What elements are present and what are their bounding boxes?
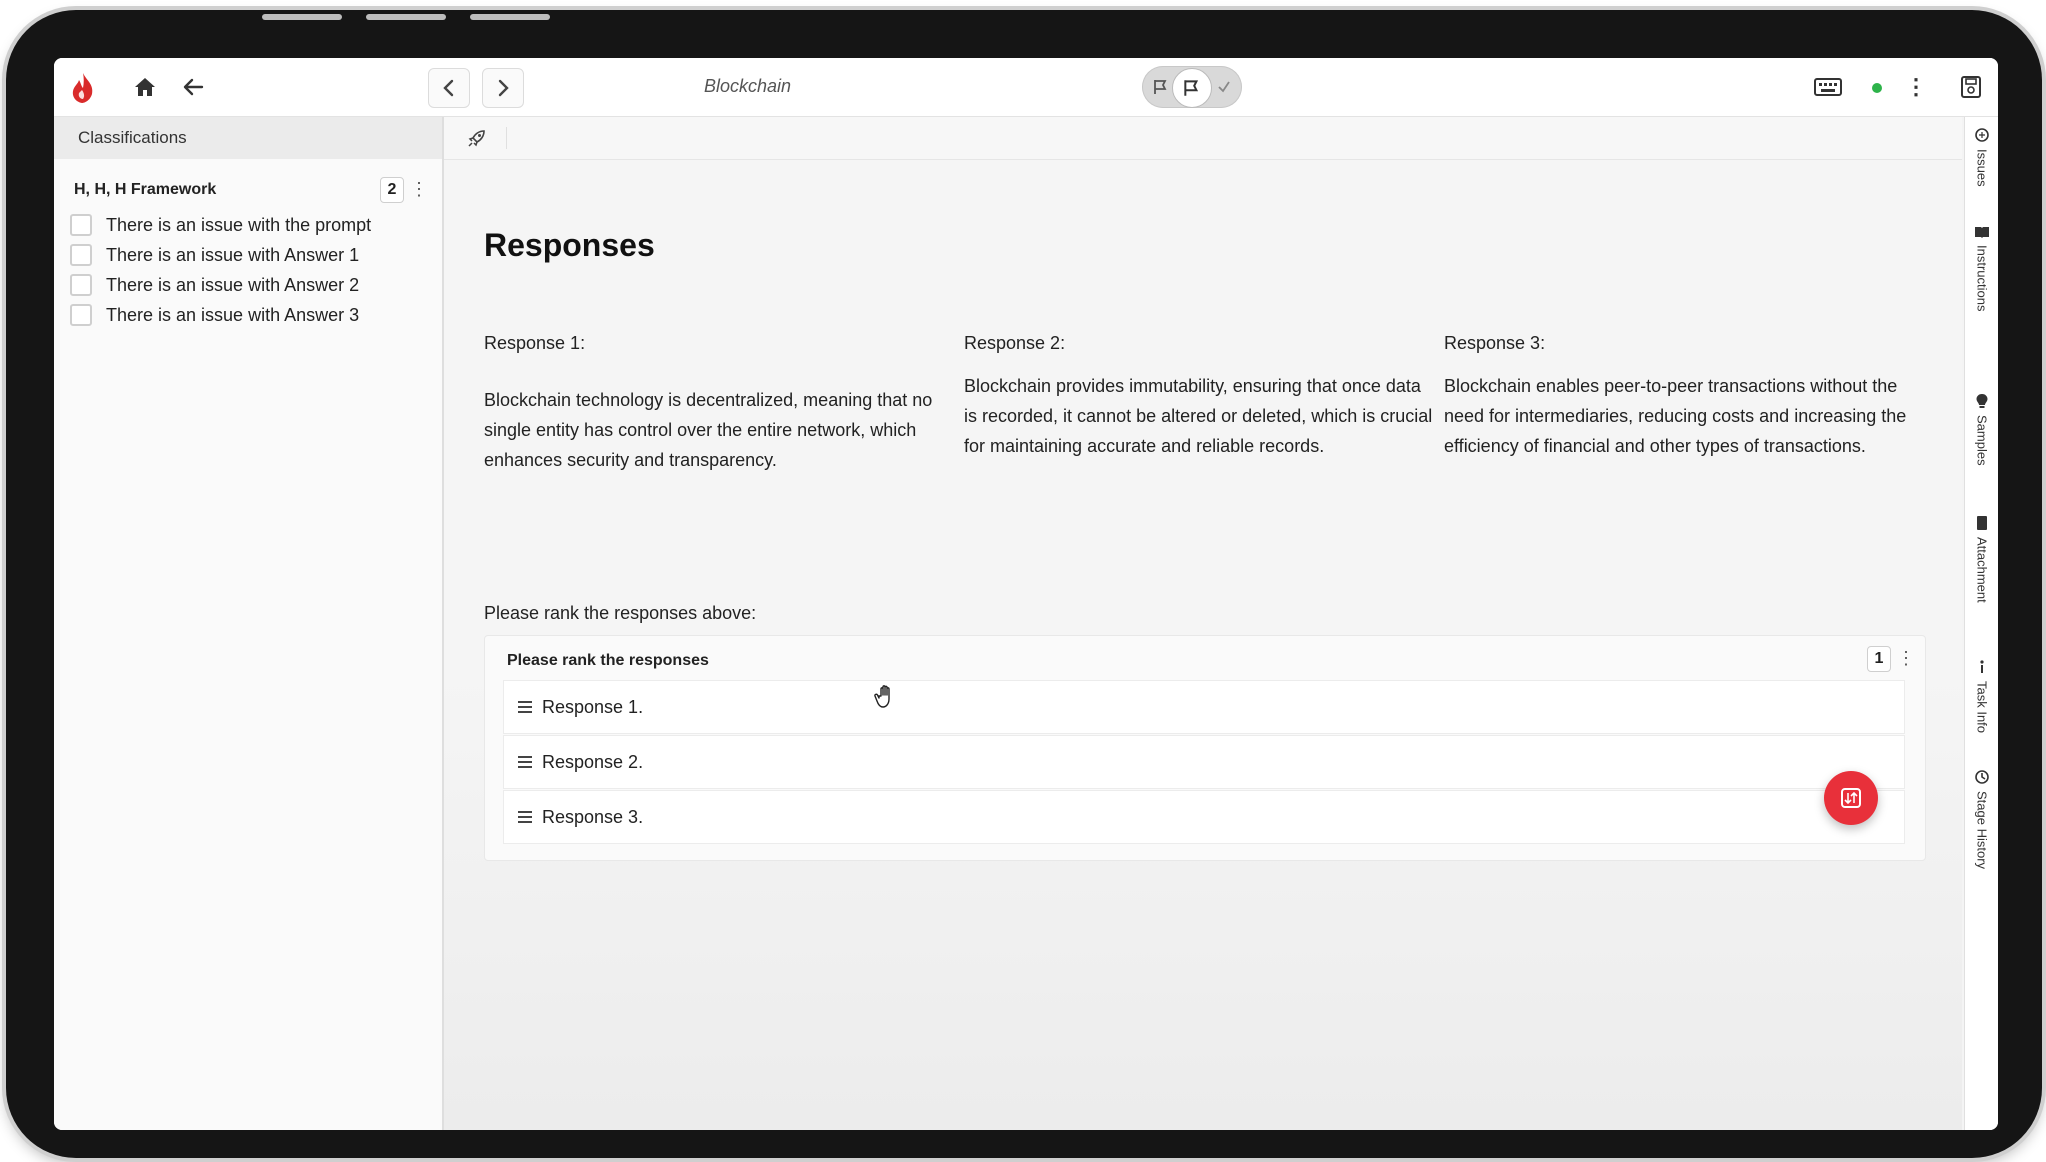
device-button (470, 14, 550, 20)
keyboard-icon[interactable] (1812, 72, 1844, 102)
compare-icon (1840, 787, 1862, 809)
book-icon (1974, 225, 1990, 239)
grab-cursor-icon (874, 683, 900, 711)
drag-handle-icon[interactable] (518, 698, 532, 716)
tab-task-info[interactable] (1965, 659, 1998, 733)
drag-handle-icon[interactable] (518, 808, 532, 826)
main-toolbar (444, 117, 1962, 160)
back-arrow-icon[interactable] (178, 72, 208, 102)
tab-label: Issues (1974, 149, 1990, 187)
attachment-icon (1976, 515, 1988, 531)
rocket-icon[interactable] (464, 125, 490, 151)
ranking-count-badge: 1 (1867, 646, 1891, 672)
ranking-card (484, 635, 1926, 861)
rank-prompt: Please rank the responses above: (484, 603, 757, 623)
classification-checkbox-answer-3[interactable] (70, 301, 359, 329)
tab-instructions[interactable] (1965, 225, 1998, 311)
previous-button[interactable] (428, 68, 470, 108)
top-bar (54, 58, 1998, 117)
document-title: Blockchain (704, 76, 792, 96)
classification-checkbox-answer-1[interactable] (70, 241, 359, 269)
rank-item-label: Response 2. (542, 751, 644, 772)
flag-icon (1182, 78, 1202, 98)
chevron-left-icon (442, 79, 456, 97)
rank-item-response-2[interactable] (503, 735, 1905, 789)
status-indicator (1872, 83, 1882, 93)
checkbox[interactable] (70, 304, 92, 326)
checkbox[interactable] (70, 214, 92, 236)
device-button (262, 14, 342, 20)
toolbar-divider (506, 127, 507, 149)
rank-item-response-1[interactable] (503, 680, 1905, 734)
ranking-card-title: Please rank the responses (507, 652, 709, 669)
bulb-icon (1975, 393, 1989, 409)
tab-label: Stage History (1974, 791, 1990, 870)
sidebar-header: Classifications (54, 117, 442, 159)
rank-item-label: Response 1. (542, 696, 644, 717)
response-3-label: Response 3: (1444, 333, 1546, 353)
compare-button[interactable] (1824, 771, 1878, 825)
tab-label: Instructions (1974, 245, 1990, 312)
rank-item-response-3[interactable] (503, 790, 1905, 844)
classifications-sidebar (54, 117, 444, 1130)
checkbox[interactable] (70, 274, 92, 296)
response-3-text: Blockchain enables peer-to-peer transactions without the need for intermediaries, reducing costs and increasing the efficiency of financial and other types of transactions. (1444, 376, 1907, 456)
issues-icon (1974, 127, 1990, 143)
home-icon[interactable] (130, 72, 160, 102)
response-1-text: Blockchain technology is decentralized, meaning that no single entity has control over the entire network, which enhances security and transparency. (484, 390, 933, 470)
checkbox-label: There is an issue with Answer 3 (106, 304, 360, 325)
checkbox-label: There is an issue with the prompt (106, 214, 372, 235)
right-tab-strip (1964, 117, 1998, 1130)
framework-menu-icon[interactable]: ⋮ (410, 179, 428, 199)
flag-toggle[interactable] (1142, 66, 1242, 108)
classification-checkbox-answer-2[interactable] (70, 271, 359, 299)
info-icon (1977, 659, 1987, 675)
response-1-label: Response 1: (484, 333, 586, 353)
rank-item-label: Response 3. (542, 806, 644, 827)
framework-count-badge: 2 (380, 177, 404, 203)
main-content (444, 117, 1962, 1130)
checkbox[interactable] (70, 244, 92, 266)
app-logo-icon[interactable] (70, 72, 96, 104)
response-2-label: Response 2: (964, 333, 1066, 353)
app-screen (54, 58, 1998, 1130)
toggle-knob[interactable] (1172, 68, 1212, 108)
device-button (366, 14, 446, 20)
tab-label: Task Info (1974, 681, 1990, 734)
classification-checkbox-prompt[interactable] (70, 211, 371, 239)
framework-title: H, H, H Framework (74, 181, 217, 198)
tab-samples[interactable] (1965, 393, 1998, 466)
check-icon (1216, 78, 1232, 96)
next-button[interactable] (482, 68, 524, 108)
save-icon[interactable] (1956, 72, 1986, 102)
framework-row (74, 177, 430, 203)
page-title: Responses (484, 227, 655, 263)
more-options-icon[interactable]: ⋮ (1905, 74, 1927, 99)
ranking-menu-icon[interactable]: ⋮ (1897, 648, 1915, 668)
checkbox-label: There is an issue with Answer 1 (106, 244, 360, 265)
tab-label: Attachment (1974, 537, 1990, 603)
flag-icon (1152, 78, 1170, 96)
tab-label: Samples (1974, 415, 1990, 466)
tab-issues[interactable] (1965, 127, 1998, 187)
drag-handle-icon[interactable] (518, 753, 532, 771)
tab-attachment[interactable] (1965, 515, 1998, 603)
chevron-right-icon (496, 79, 510, 97)
tab-stage-history[interactable] (1965, 769, 1998, 869)
checkbox-label: There is an issue with Answer 2 (106, 274, 360, 295)
tablet-frame (6, 10, 2042, 1158)
history-icon (1974, 769, 1990, 785)
response-2-text: Blockchain provides immutability, ensuring that once data is recorded, it cannot be altered or deleted, which is crucial for maintaining accurate and reliable records. (964, 376, 1433, 456)
